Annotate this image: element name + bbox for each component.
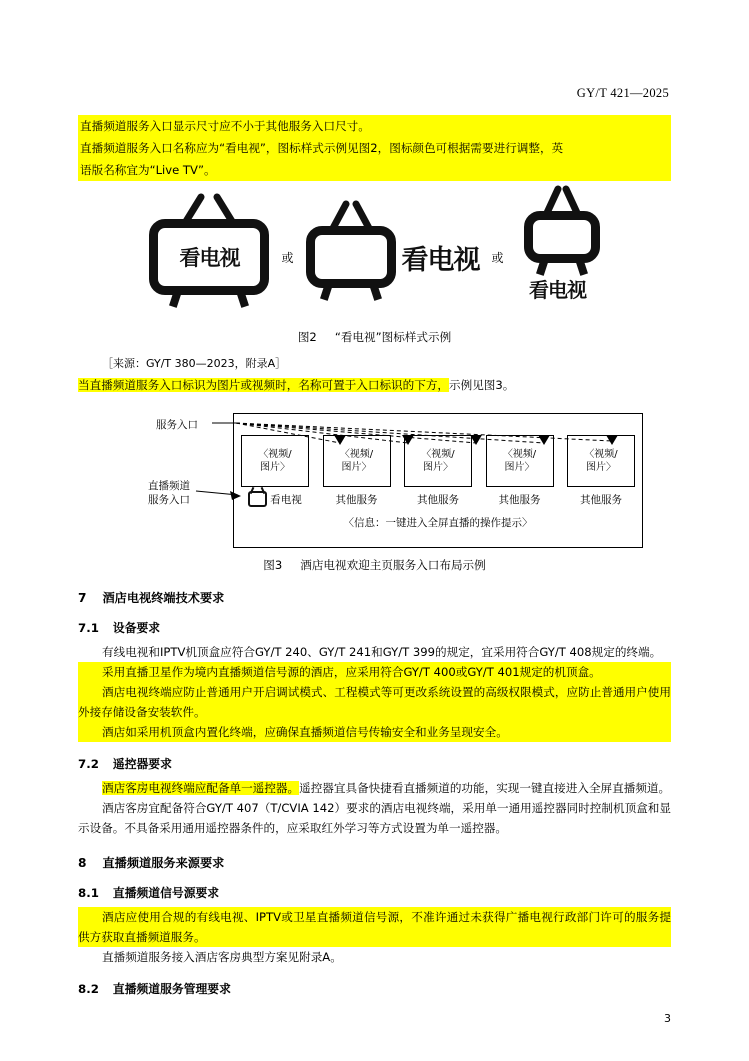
figure-3-diagram	[78, 403, 671, 555]
tv-icon-label: 看电视	[401, 244, 480, 276]
tv-icon	[248, 491, 267, 507]
paragraph-7-1-2: 采用直播卫星作为境内直播频道信号源的酒店，应采用符合GY/T 400或GY/T 401规定的机顶盒。	[78, 662, 671, 682]
figure-3-entry-label: 服务入口	[156, 419, 198, 431]
top-note-line-3: 语版名称宜为“Live TV”。	[78, 159, 671, 181]
service-card: 〈视频/ 图片〉	[404, 435, 472, 487]
section-heading-8-2: 8.2 直播频道服务管理要求	[78, 982, 231, 996]
paragraph-7-2-2: 酒店客房宜配备符合GY/T 407（T/CVIA 142）要求的酒店电视终端，采用单一通用遥控器同时控制机顶盒和显示设备。不具备采用通用遥控器条件的，应采取红外学习等方式设置为单一遥控器。	[78, 801, 671, 835]
figure-3-number: 图3	[263, 558, 283, 572]
service-card-label: 其他服务	[335, 493, 378, 506]
section-heading-7-2: 7.2 遥控器要求	[78, 757, 172, 771]
top-note-line-2: 直播频道服务入口名称应为“看电视”，图标样式示例见图2，图标颜色可根据需要进行调整，英	[78, 137, 671, 159]
tv-icon-label: 看电视	[529, 278, 587, 302]
paragraph-7-1-1: 有线电视和IPTV机顶盒应符合GY/T 240、GY/T 241和GY/T 399的规定，宜采用符合GY/T 408规定的终端。	[102, 645, 662, 659]
service-card-label: 其他服务	[498, 493, 541, 506]
service-card: 〈视频/ 图片〉	[323, 435, 391, 487]
tv-icon-variant-inside	[149, 219, 269, 295]
figure-3-caption	[78, 557, 671, 573]
tv-icon-variant-below	[516, 211, 600, 303]
paragraph-7-1-4: 酒店如采用机顶盒内置化终端，应确保直播频道信号传输安全和业务呈现安全。	[78, 722, 671, 742]
service-card: 〈视频/ 图片〉	[241, 435, 309, 487]
paragraph-8-1-2: 直播频道服务接入酒店客房典型方案见附录A。	[102, 950, 342, 964]
or-separator-2: 或	[491, 250, 504, 265]
paragraph-7-2-1-highlight: 酒店客房电视终端应配备单一遥控器。	[102, 781, 300, 795]
tv-leg-left	[170, 292, 182, 308]
note-figure-3	[78, 375, 671, 395]
top-note-block	[78, 115, 671, 181]
figure-2-number: 图2	[297, 330, 317, 344]
top-note-line-1: 直播频道服务入口显示尺寸应不小于其他服务入口尺寸。	[78, 115, 671, 137]
or-separator-1: 或	[281, 250, 294, 265]
paragraph-7-2-1-tail: 遥控器宜具备快捷看直播频道的功能，实现一键直接进入全屏直播频道。	[299, 781, 671, 795]
section-heading-8: 8 直播频道服务来源要求	[78, 856, 225, 870]
page-number: 3	[664, 1012, 671, 1025]
paragraph-8-1-1: 酒店应使用合规的有线电视、IPTV或卫星直播频道信号源，不准许通过未获得广播电视行政部门许可的服务提供方获取直播频道服务。	[78, 907, 671, 947]
service-card-label-live: 看电视	[241, 491, 309, 507]
paragraph-7-2-1	[78, 778, 671, 798]
paragraph-7-1-3: 酒店电视终端应防止普通用户开启调试模式、工程模式等可更改系统设置的高级权限模式，应防止普通用户使用外接存储设备安装软件。	[78, 682, 671, 722]
figure-3-card-row	[241, 435, 635, 487]
figure-2-caption	[78, 329, 671, 345]
section-heading-7: 7 酒店电视终端技术要求	[78, 591, 225, 605]
service-card: 〈视频/ 图片〉	[567, 435, 635, 487]
tv-icon-variant-right	[306, 226, 480, 288]
figure-2-title: “看电视”图标样式示例	[334, 330, 452, 344]
section-heading-7-1: 7.1 设备要求	[78, 621, 161, 635]
standard-id-header: GY/T 421—2025	[576, 86, 669, 100]
note-figure-3-tail: 示例见图3。	[449, 378, 515, 392]
figure-3-live-entry-label: 直播频道 服务入口	[148, 480, 190, 506]
figure-3-tip-text: 〈信息：一键进入全屏直播的操作提示〉	[343, 517, 533, 529]
figure-2-source: ［来源：GY/T 380—2023，附录A］	[102, 357, 287, 370]
service-card-label: 其他服务	[417, 493, 459, 506]
tv-icon-label: 看电视	[179, 246, 240, 270]
figure-2-icons	[78, 197, 671, 317]
figure-3-card-labels	[241, 491, 635, 507]
service-card: 〈视频/ 图片〉	[486, 435, 554, 487]
figure-3-title: 酒店电视欢迎主页服务入口布局示例	[300, 558, 486, 572]
note-figure-3-highlight: 当直播频道服务入口标识为图片或视频时，名称可置于入口标识的下方，	[78, 378, 450, 392]
service-card-label: 其他服务	[580, 493, 622, 506]
section-heading-8-1: 8.1 直播频道信号源要求	[78, 886, 220, 900]
